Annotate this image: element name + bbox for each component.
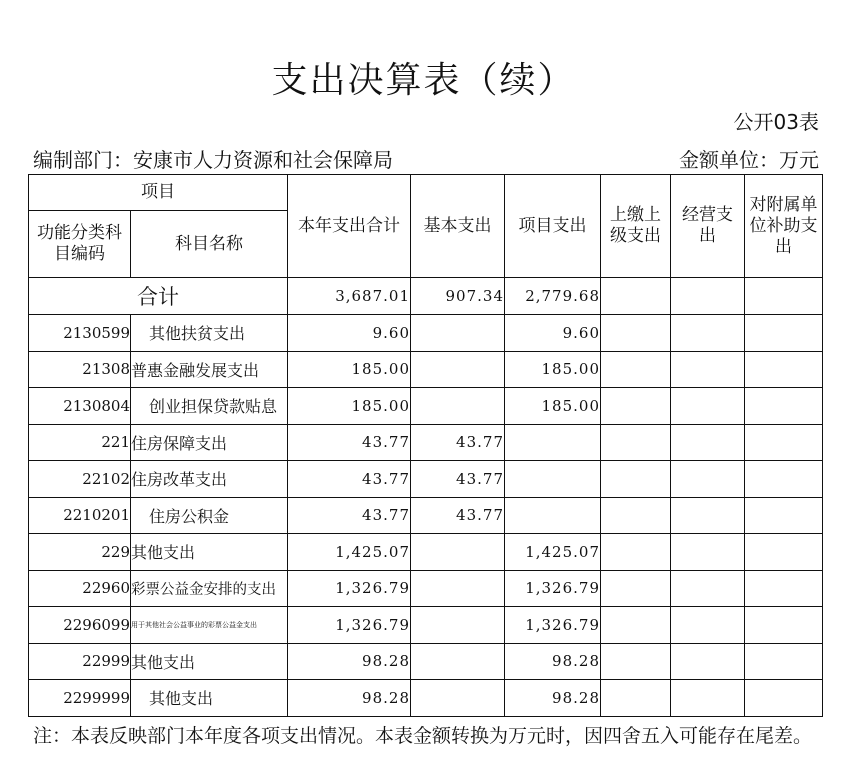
cell-subsidy (745, 388, 823, 425)
cell-project: 1,326.79 (505, 607, 601, 644)
cell-basic (411, 607, 505, 644)
cell-business (671, 497, 745, 534)
cell-subsidy (745, 607, 823, 644)
cell-upper (601, 351, 671, 388)
cell-basic (411, 351, 505, 388)
cell-code: 2299999 (29, 680, 131, 717)
cell-total: 43.77 (288, 461, 411, 498)
cell-subsidy (745, 497, 823, 534)
cell-upper (601, 388, 671, 425)
cell-total: 185.00 (288, 351, 411, 388)
cell-name: 用于其他社会公益事业的彩票公益金支出 (131, 607, 288, 644)
page-title: 支出决算表（续） (271, 60, 576, 101)
cell-upper (601, 680, 671, 717)
cell-code: 221 (29, 424, 131, 461)
cell-basic (411, 534, 505, 571)
cell-upper (601, 497, 671, 534)
cell-project: 9.60 (505, 315, 601, 352)
cell-upper (601, 607, 671, 644)
cell-name: 住房改革支出 (131, 461, 288, 498)
cell-subsidy (745, 680, 823, 717)
cell-business (671, 315, 745, 352)
header-subsidy: 对附属单位补助支出 (745, 175, 823, 278)
total-business (671, 278, 745, 315)
cell-total: 1,425.07 (288, 534, 411, 571)
cell-upper (601, 424, 671, 461)
cell-upper (601, 534, 671, 571)
form-number: 公开03表 (733, 110, 819, 134)
cell-name: 彩票公益金安排的支出 (131, 570, 288, 607)
header-total: 本年支出合计 (288, 175, 411, 278)
total-project: 2,779.68 (505, 278, 601, 315)
cell-basic: 43.77 (411, 424, 505, 461)
cell-project: 185.00 (505, 388, 601, 425)
cell-total: 43.77 (288, 497, 411, 534)
table-row (29, 680, 823, 717)
cell-total: 98.28 (288, 643, 411, 680)
cell-name: 其他扶贫支出 (131, 315, 288, 352)
header-business: 经营支出 (671, 175, 745, 278)
cell-name: 住房保障支出 (131, 424, 288, 461)
cell-total: 43.77 (288, 424, 411, 461)
cell-code: 2210201 (29, 497, 131, 534)
total-subsidy (745, 278, 823, 315)
cell-project (505, 497, 601, 534)
cell-basic (411, 643, 505, 680)
table-row (29, 497, 823, 534)
cell-subsidy (745, 351, 823, 388)
unit-label: 金额单位：万元 (679, 148, 819, 172)
cell-business (671, 461, 745, 498)
cell-subsidy (745, 570, 823, 607)
cell-project: 1,425.07 (505, 534, 601, 571)
cell-project (505, 424, 601, 461)
cell-upper (601, 461, 671, 498)
cell-upper (601, 315, 671, 352)
cell-basic (411, 315, 505, 352)
table-row (29, 388, 823, 425)
total-basic: 907.34 (411, 278, 505, 315)
cell-total: 9.60 (288, 315, 411, 352)
table-row (29, 570, 823, 607)
cell-subsidy (745, 424, 823, 461)
cell-code: 21308 (29, 351, 131, 388)
cell-project: 98.28 (505, 680, 601, 717)
table-row (29, 461, 823, 498)
cell-name: 创业担保贷款贴息 (131, 388, 288, 425)
table-row (29, 315, 823, 352)
cell-total: 1,326.79 (288, 570, 411, 607)
cell-project: 185.00 (505, 351, 601, 388)
cell-name: 其他支出 (131, 680, 288, 717)
cell-business (671, 680, 745, 717)
table-row (29, 424, 823, 461)
cell-business (671, 424, 745, 461)
cell-code: 22999 (29, 643, 131, 680)
header-upper: 上缴上级支出 (601, 175, 671, 278)
cell-project (505, 461, 601, 498)
cell-business (671, 643, 745, 680)
cell-upper (601, 643, 671, 680)
total-upper (601, 278, 671, 315)
header-name: 科目名称 (131, 211, 288, 278)
total-label: 合计 (29, 278, 288, 315)
expenditure-table (28, 174, 823, 717)
cell-basic: 43.77 (411, 461, 505, 498)
header-code: 功能分类科目编码 (29, 211, 131, 278)
cell-business (671, 570, 745, 607)
header-item: 项目 (29, 175, 288, 211)
cell-subsidy (745, 461, 823, 498)
cell-code: 22960 (29, 570, 131, 607)
cell-subsidy (745, 534, 823, 571)
header-project: 项目支出 (505, 175, 601, 278)
cell-project: 98.28 (505, 643, 601, 680)
cell-basic (411, 680, 505, 717)
table-row (29, 607, 823, 644)
cell-name: 住房公积金 (131, 497, 288, 534)
cell-total: 185.00 (288, 388, 411, 425)
cell-code: 22102 (29, 461, 131, 498)
department-label: 编制部门：安康市人力资源和社会保障局 (33, 148, 393, 172)
cell-business (671, 607, 745, 644)
cell-code: 229 (29, 534, 131, 571)
cell-code: 2296099 (29, 607, 131, 644)
footnote: 注：本表反映部门本年度各项支出情况。本表金额转换为万元时，因四舍五入可能存在尾差。 (33, 725, 813, 747)
total-sum: 3,687.01 (288, 278, 411, 315)
total-row (29, 278, 823, 315)
cell-name: 其他支出 (131, 643, 288, 680)
cell-project: 1,326.79 (505, 570, 601, 607)
cell-name: 普惠金融发展支出 (131, 351, 288, 388)
cell-total: 98.28 (288, 680, 411, 717)
table-row (29, 534, 823, 571)
table-row (29, 351, 823, 388)
table-row (29, 643, 823, 680)
cell-subsidy (745, 315, 823, 352)
cell-code: 2130804 (29, 388, 131, 425)
cell-code: 2130599 (29, 315, 131, 352)
cell-basic (411, 388, 505, 425)
cell-total: 1,326.79 (288, 607, 411, 644)
cell-name: 其他支出 (131, 534, 288, 571)
header-basic: 基本支出 (411, 175, 505, 278)
cell-business (671, 351, 745, 388)
cell-basic (411, 570, 505, 607)
cell-subsidy (745, 643, 823, 680)
cell-business (671, 388, 745, 425)
cell-basic: 43.77 (411, 497, 505, 534)
cell-upper (601, 570, 671, 607)
cell-business (671, 534, 745, 571)
